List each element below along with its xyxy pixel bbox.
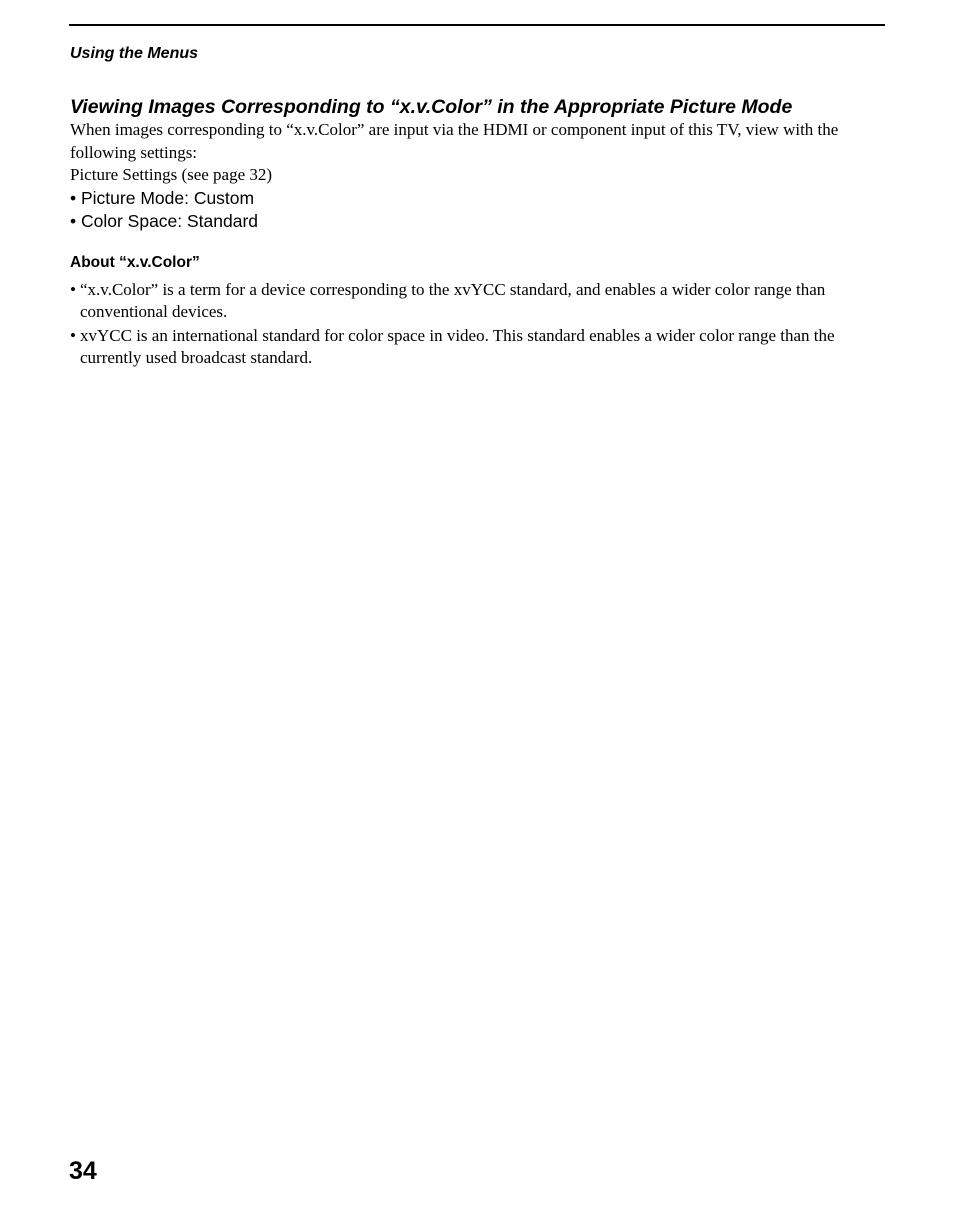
about-heading: About “x.v.Color” — [70, 253, 200, 271]
bullet-icon: • — [70, 279, 76, 299]
section-title: Viewing Images Corresponding to “x.v.Color” in the Appropriate Picture Mode — [70, 96, 793, 118]
setting-color-space: • Color Space: Standard — [70, 210, 259, 231]
page-content — [70, 95, 885, 371]
header-rule — [69, 24, 885, 26]
settings-list — [70, 187, 885, 233]
intro-paragraph: When images corresponding to “x.v.Color” are input via the HDMI or component input of this TV, view with the following settings: — [70, 120, 839, 162]
page-number: 34 — [69, 1157, 97, 1185]
about-list — [70, 279, 885, 370]
about-item — [70, 325, 885, 370]
about-item-text: “x.v.Color” is a term for a device corresponding to the xvYCC standard, and enables a wider color range than conventional devices. — [80, 279, 826, 321]
about-item-text: xvYCC is an international standard for color space in video. This standard enables a wider color range than the currently used broadcast standard. — [80, 325, 835, 367]
about-item — [70, 279, 885, 324]
settings-label: Picture Settings (see page 32) — [70, 165, 273, 184]
bullet-icon: • — [70, 325, 76, 345]
running-head: Using the Menus — [70, 45, 199, 62]
setting-picture-mode: • Picture Mode: Custom — [70, 187, 255, 208]
